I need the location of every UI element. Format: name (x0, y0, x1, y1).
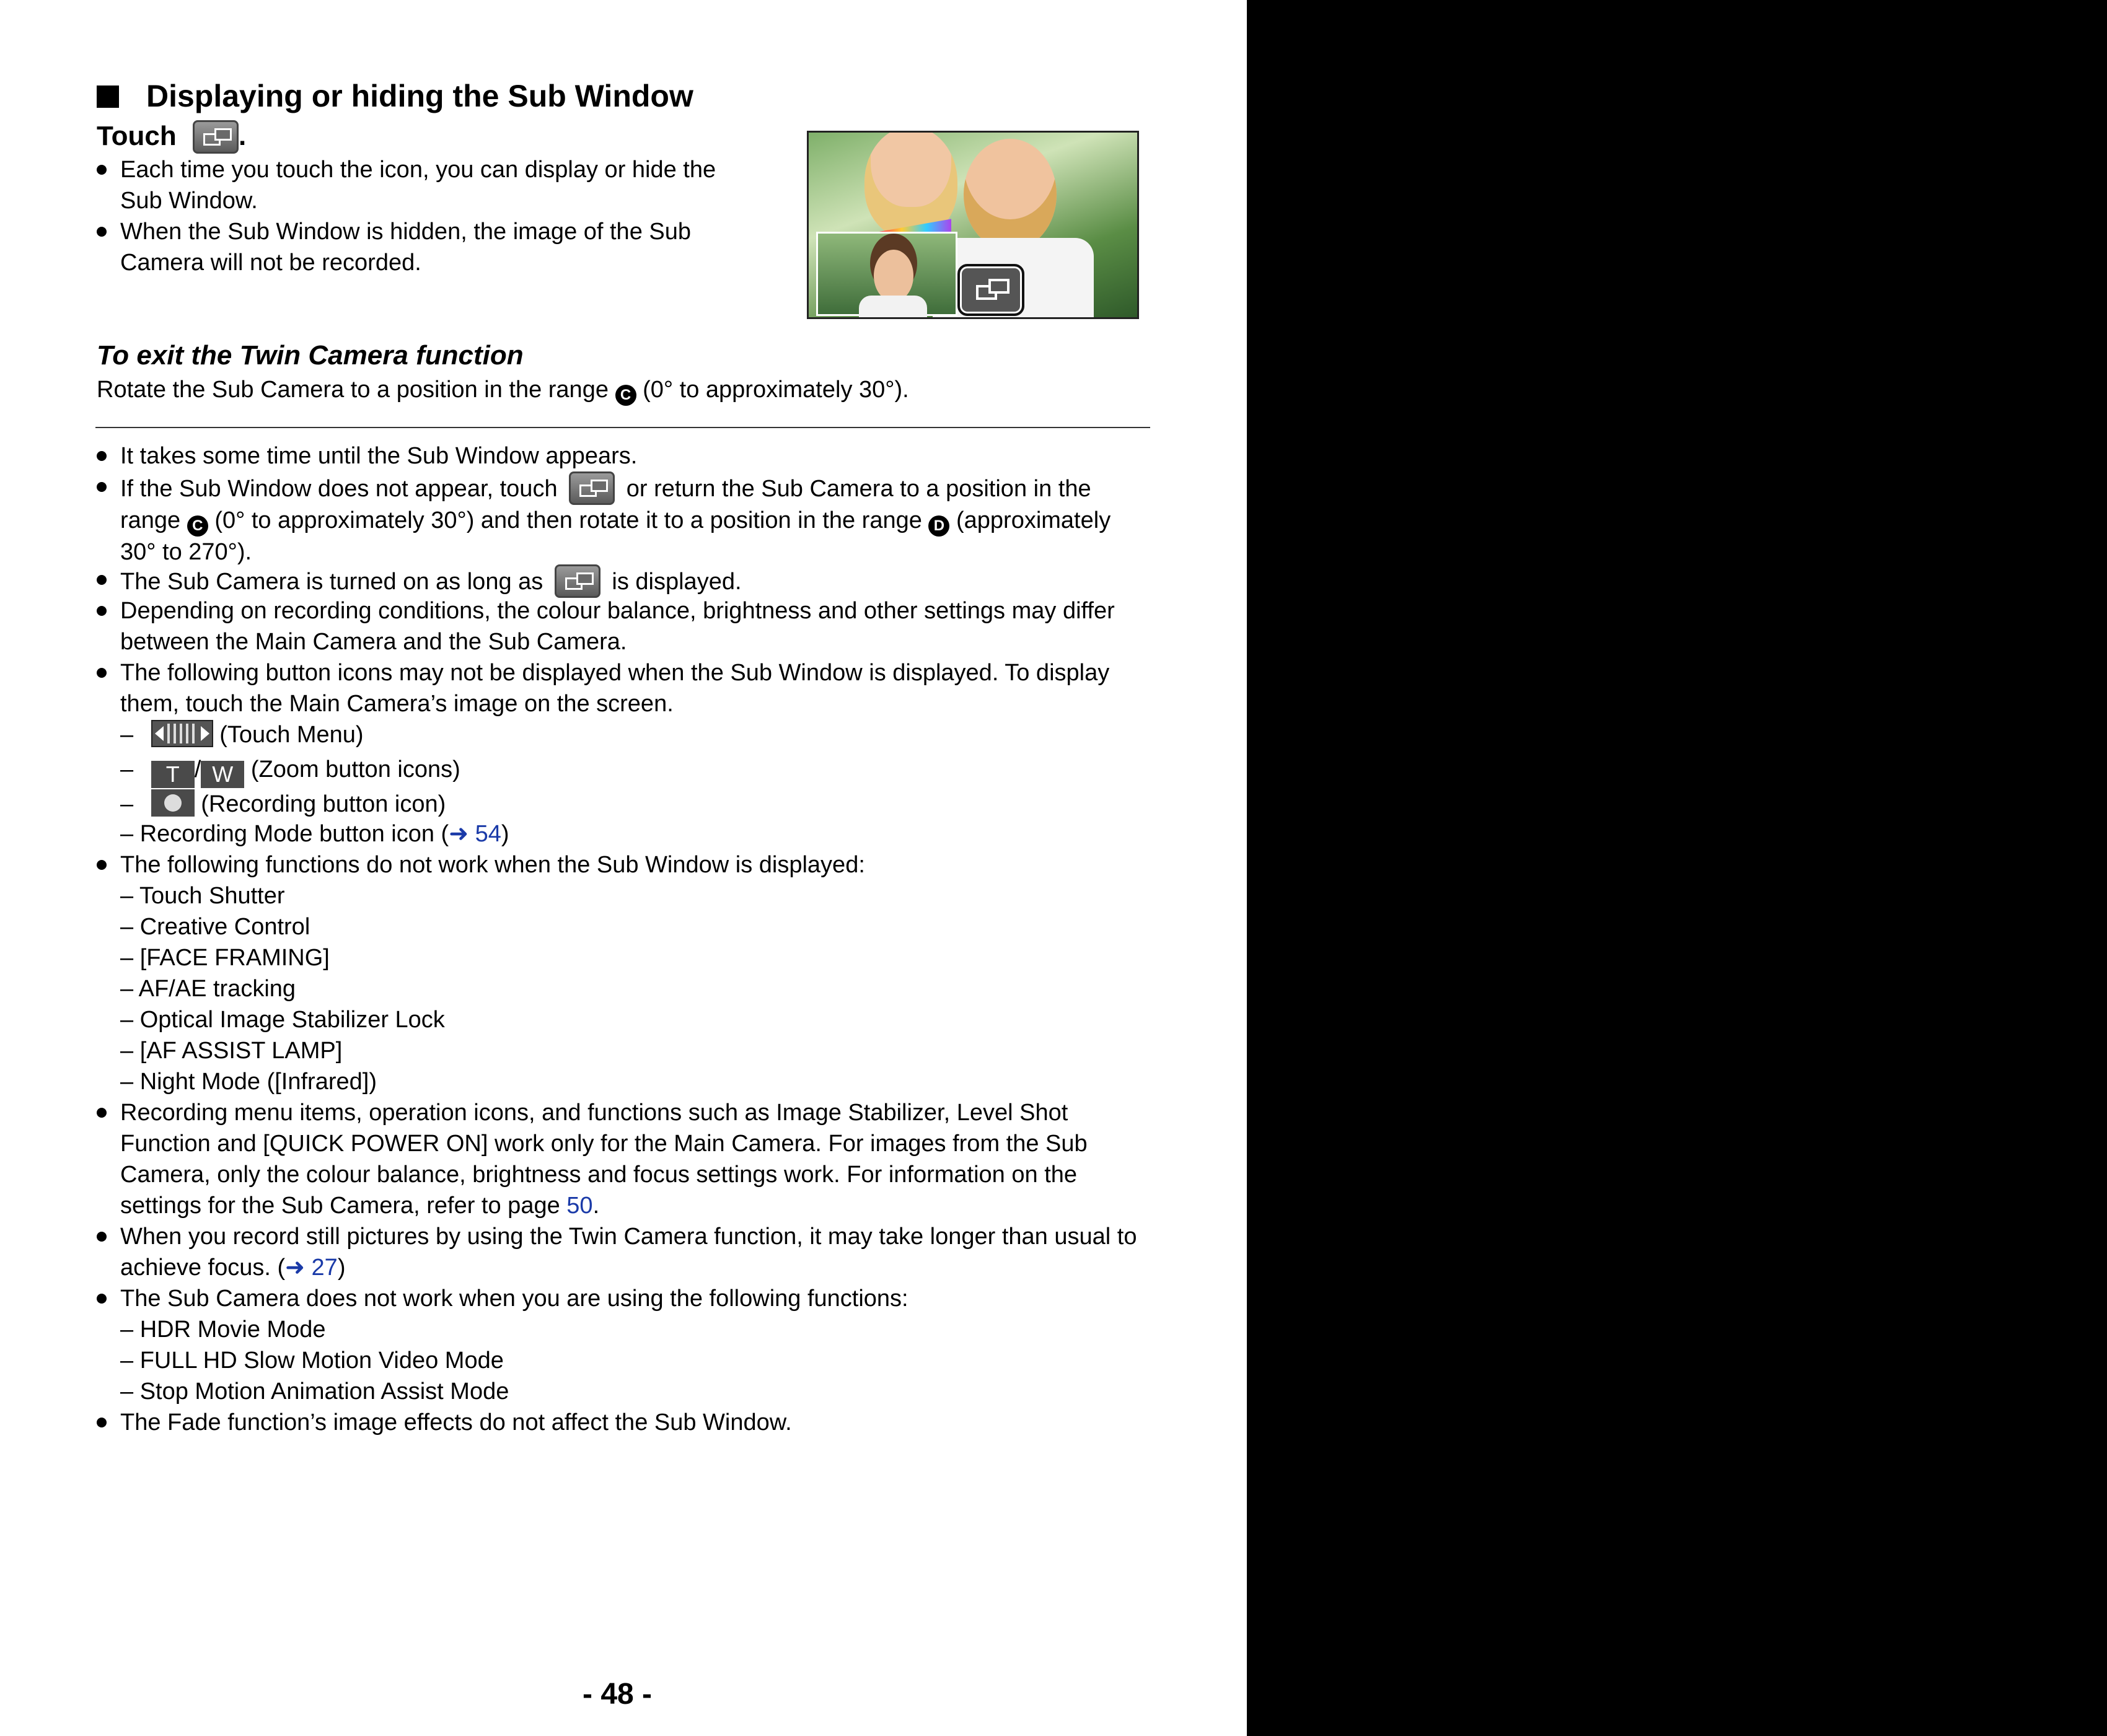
twin-camera-illustration (807, 131, 1139, 319)
sub-list-item: – [FACE FRAMING] (120, 945, 330, 971)
sub-list (120, 1314, 509, 1407)
sub-list (120, 880, 445, 1097)
list-item: When you record still pictures by using the Twin Camera function, it may take longer than usual to achieve focus. (➜ 27) (120, 1221, 1137, 1283)
bullet-dot-icon (97, 482, 107, 492)
range-d-icon: D (928, 515, 949, 537)
range-c-icon: C (615, 385, 636, 406)
sub-window-icon[interactable] (193, 120, 239, 154)
sub-window-icon (569, 471, 615, 505)
sub-list-item: – Recording Mode button icon (➜ 54) (120, 821, 509, 847)
list-item: It takes some time until the Sub Window appears. (120, 441, 637, 471)
sub-list-item: – HDR Movie Mode (120, 1317, 326, 1343)
square-bullet-icon (97, 85, 119, 108)
bullet-dot-icon (97, 1294, 107, 1304)
sub-list-item: – (Recording button icon) (120, 789, 446, 823)
section-heading: Displaying or hiding the Sub Window (97, 77, 693, 115)
bullet-dot-icon (97, 606, 107, 616)
exit-heading: To exit the Twin Camera function (97, 340, 524, 370)
list-item: When the Sub Window is hidden, the image of the Sub Camera will not be recorded. (120, 216, 691, 278)
list-item: Recording menu items, operation icons, and functions such as Image Stabilizer, Level Shot Function and [QUICK POWER ON] work only for the Main Camera. For images from the Sub Camera, only the colour balance, brightness and focus settings work. For information on the settings for the Sub Camera, refer to page 50. (120, 1097, 1088, 1221)
bullet-dot-icon (97, 668, 107, 678)
list-item: The following button icons may not be displayed when the Sub Window is displayed. To display them, touch the Main Camera’s image on the screen. (120, 657, 1109, 719)
bullet-dot-icon (97, 1232, 107, 1242)
bullet-dot-icon (97, 165, 107, 175)
record-button-icon (151, 789, 195, 817)
zoom-wide-icon: W (201, 761, 244, 788)
touch-menu-icon (151, 720, 213, 747)
sub-list-item: – [AF ASSIST LAMP] (120, 1038, 343, 1064)
zoom-tele-icon: T (151, 761, 195, 788)
bullet-dot-icon (97, 451, 107, 461)
sub-list-item: – FULL HD Slow Motion Video Mode (120, 1348, 504, 1374)
page-link[interactable]: ➜ 54 (449, 821, 501, 847)
bullet-dot-icon (97, 1108, 107, 1118)
touch-instruction: Touch . (97, 118, 246, 155)
list-item: Each time you touch the icon, you can display or hide the Sub Window. (120, 154, 716, 216)
sub-list-item: – Touch Shutter (120, 883, 285, 909)
list-item: The Sub Camera is turned on as long as is displayed. (120, 564, 742, 598)
range-c-icon: C (187, 515, 208, 537)
sub-list-item: – Creative Control (120, 914, 310, 940)
divider (95, 427, 1150, 428)
sub-window-preview (816, 232, 957, 316)
bullet-dot-icon (97, 860, 107, 870)
page-link[interactable]: ➜ 27 (285, 1255, 338, 1281)
sub-list-item: – T / W (Zoom button icons) (120, 756, 460, 787)
sub-list-item: – Optical Image Stabilizer Lock (120, 1007, 445, 1033)
sub-window-icon (957, 264, 1024, 316)
page-link[interactable]: 50 (566, 1193, 593, 1219)
bullet-dot-icon (97, 227, 107, 237)
bullet-dot-icon (97, 1418, 107, 1427)
sub-list-item: – AF/AE tracking (120, 976, 296, 1002)
exit-instruction: Rotate the Sub Camera to a position in the range C (0° to approximately 30°). (97, 374, 909, 406)
list-item: The Sub Camera does not work when you are using the following functions: (120, 1283, 908, 1314)
list-item: The Fade function’s image effects do not affect the Sub Window. (120, 1407, 792, 1438)
list-item: If the Sub Window does not appear, touch or return the Sub Camera to a position in the range C (0° to approximately 30°) and then rotate it to a position in the range D (approximately 30° to 270°). (120, 471, 1111, 568)
list-item: Depending on recording conditions, the colour balance, brightness and other settings may differ between the Main Camera and the Sub Camera. (120, 595, 1115, 657)
page-number: - 48 - (583, 1678, 653, 1711)
sub-list-item: – (Touch Menu) (120, 719, 364, 754)
bullet-dot-icon (97, 575, 107, 585)
sub-list-item: – Stop Motion Animation Assist Mode (120, 1379, 509, 1405)
list-item: The following functions do not work when the Sub Window is displayed: (120, 849, 865, 880)
sub-list-item: – Night Mode ([Infrared]) (120, 1069, 377, 1095)
sub-window-icon (555, 564, 600, 598)
